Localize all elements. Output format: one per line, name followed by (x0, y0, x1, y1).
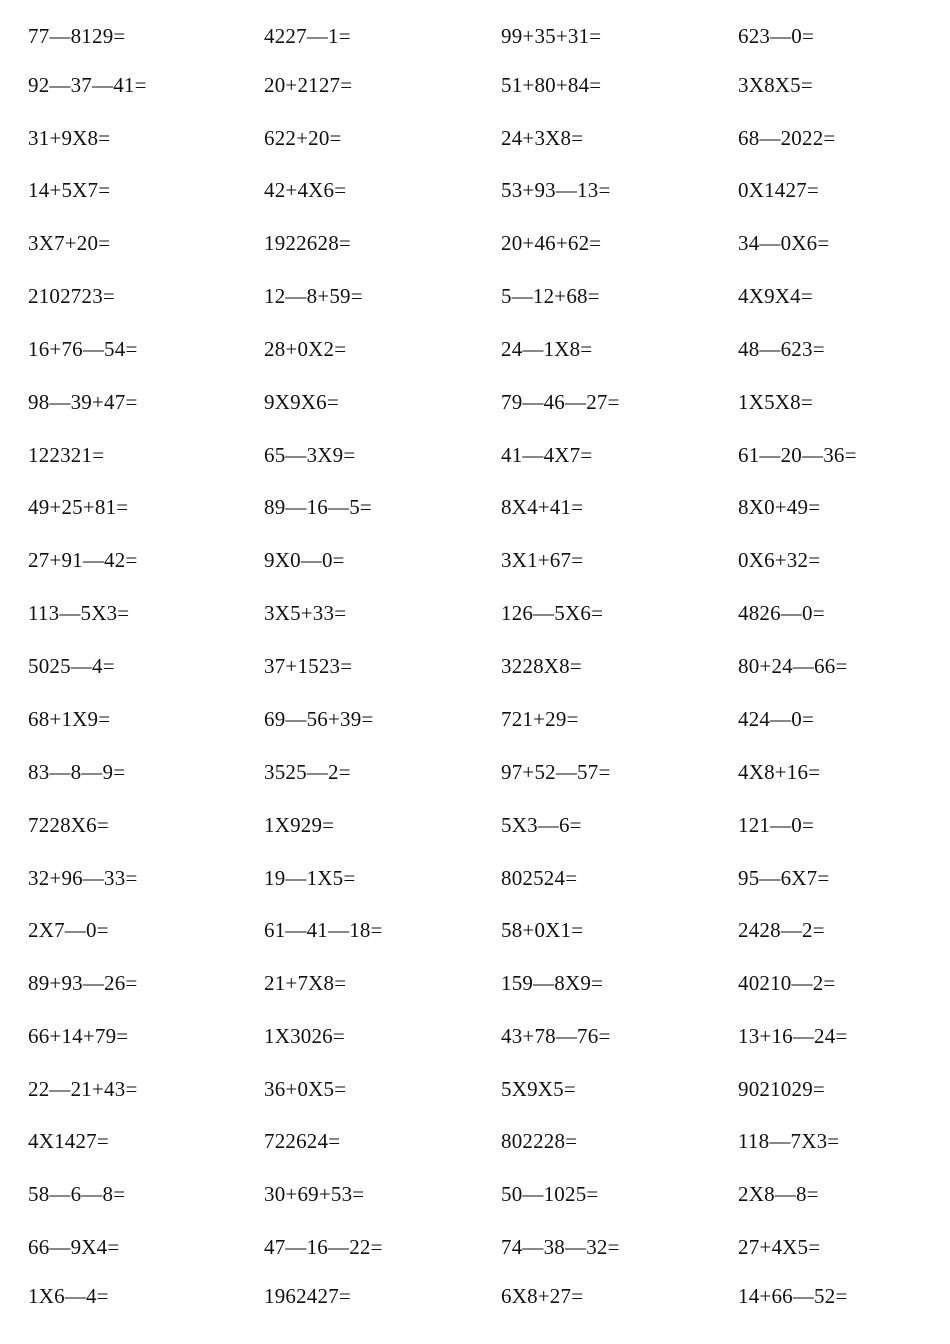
arithmetic-problem: 48—623= (738, 337, 825, 361)
arithmetic-problem: 22—21+43= (28, 1077, 138, 1101)
arithmetic-problem: 41—4X7= (501, 443, 593, 467)
arithmetic-problem: 74—38—32= (501, 1235, 620, 1259)
arithmetic-problem: 7228X6= (28, 813, 109, 837)
arithmetic-problem: 9X9X6= (264, 390, 339, 414)
arithmetic-problem: 3X8X5= (738, 73, 813, 97)
arithmetic-problem: 6X8+27= (501, 1284, 584, 1308)
arithmetic-problem: 12—8+59= (264, 284, 363, 308)
arithmetic-problem: 1962427= (264, 1284, 351, 1308)
arithmetic-problem: 4X9X4= (738, 284, 813, 308)
arithmetic-problem: 3228X8= (501, 654, 582, 678)
arithmetic-problem: 802228= (501, 1129, 578, 1153)
arithmetic-problem: 40210—2= (738, 971, 836, 995)
arithmetic-problem: 42+4X6= (264, 178, 347, 202)
arithmetic-problem: 9X0—0= (264, 548, 345, 572)
arithmetic-problem: 14+5X7= (28, 178, 111, 202)
arithmetic-problem: 99+35+31= (501, 24, 602, 48)
arithmetic-problem: 20+46+62= (501, 231, 602, 255)
arithmetic-problem: 1922628= (264, 231, 351, 255)
arithmetic-problem: 31+9X8= (28, 126, 111, 150)
arithmetic-problem: 65—3X9= (264, 443, 356, 467)
arithmetic-problem: 53+93—13= (501, 178, 611, 202)
arithmetic-problem: 1X6—4= (28, 1284, 109, 1308)
arithmetic-problem: 47—16—22= (264, 1235, 383, 1259)
arithmetic-problem: 32+96—33= (28, 866, 138, 890)
arithmetic-problem: 5X9X5= (501, 1077, 576, 1101)
arithmetic-problem: 2102723= (28, 284, 115, 308)
arithmetic-problem: 37+1523= (264, 654, 353, 678)
arithmetic-problem: 97+52—57= (501, 760, 611, 784)
arithmetic-problem: 2X8—8= (738, 1182, 819, 1206)
arithmetic-problem: 68—2022= (738, 126, 836, 150)
arithmetic-problem: 61—41—18= (264, 918, 383, 942)
arithmetic-problem: 13+16—24= (738, 1024, 848, 1048)
arithmetic-problem: 722624= (264, 1129, 341, 1153)
arithmetic-problem: 21+7X8= (264, 971, 347, 995)
arithmetic-problem: 3525—2= (264, 760, 351, 784)
arithmetic-problem: 3X7+20= (28, 231, 111, 255)
arithmetic-problem: 8X4+41= (501, 495, 584, 519)
arithmetic-problem: 43+78—76= (501, 1024, 611, 1048)
arithmetic-problem: 24—1X8= (501, 337, 593, 361)
arithmetic-problem: 77—8129= (28, 24, 126, 48)
arithmetic-problem: 1X5X8= (738, 390, 813, 414)
arithmetic-problem: 0X1427= (738, 178, 819, 202)
arithmetic-problem: 121—0= (738, 813, 815, 837)
arithmetic-problem: 19—1X5= (264, 866, 356, 890)
arithmetic-problem: 2428—2= (738, 918, 825, 942)
arithmetic-problem: 68+1X9= (28, 707, 111, 731)
arithmetic-problem: 4X8+16= (738, 760, 821, 784)
arithmetic-problem: 80+24—66= (738, 654, 848, 678)
arithmetic-problem: 0X6+32= (738, 548, 821, 572)
arithmetic-problem: 66—9X4= (28, 1235, 120, 1259)
arithmetic-problem: 50—1025= (501, 1182, 599, 1206)
arithmetic-problem: 92—37—41= (28, 73, 147, 97)
arithmetic-problem: 8X0+49= (738, 495, 821, 519)
arithmetic-problem: 5025—4= (28, 654, 115, 678)
arithmetic-problem: 20+2127= (264, 73, 353, 97)
arithmetic-problem: 159—8X9= (501, 971, 604, 995)
arithmetic-problem: 622+20= (264, 126, 342, 150)
arithmetic-problem: 14+66—52= (738, 1284, 848, 1308)
arithmetic-problem: 30+69+53= (264, 1182, 365, 1206)
arithmetic-problem: 79—46—27= (501, 390, 620, 414)
arithmetic-problem: 66+14+79= (28, 1024, 129, 1048)
arithmetic-problem: 27+4X5= (738, 1235, 821, 1259)
arithmetic-problem: 28+0X2= (264, 337, 347, 361)
arithmetic-problem: 95—6X7= (738, 866, 830, 890)
arithmetic-problem: 126—5X6= (501, 601, 604, 625)
arithmetic-problem: 27+91—42= (28, 548, 138, 572)
arithmetic-problem: 118—7X3= (738, 1129, 840, 1153)
arithmetic-problem: 2X7—0= (28, 918, 109, 942)
arithmetic-problem: 98—39+47= (28, 390, 138, 414)
arithmetic-problem: 4X1427= (28, 1129, 109, 1153)
arithmetic-problem: 5X3—6= (501, 813, 582, 837)
arithmetic-problem: 1X929= (264, 813, 335, 837)
arithmetic-problem: 69—56+39= (264, 707, 374, 731)
arithmetic-problem: 16+76—54= (28, 337, 138, 361)
arithmetic-problem: 83—8—9= (28, 760, 126, 784)
arithmetic-problem: 3X1+67= (501, 548, 584, 572)
arithmetic-problem: 113—5X3= (28, 601, 130, 625)
arithmetic-problem: 122321= (28, 443, 105, 467)
arithmetic-problem: 49+25+81= (28, 495, 129, 519)
arithmetic-problem: 24+3X8= (501, 126, 584, 150)
arithmetic-problem: 89+93—26= (28, 971, 138, 995)
arithmetic-problem: 3X5+33= (264, 601, 347, 625)
arithmetic-problem: 9021029= (738, 1077, 825, 1101)
arithmetic-problem: 623—0= (738, 24, 815, 48)
arithmetic-problem: 4227—1= (264, 24, 351, 48)
arithmetic-problem: 61—20—36= (738, 443, 857, 467)
arithmetic-problem: 5—12+68= (501, 284, 600, 308)
arithmetic-problem: 721+29= (501, 707, 579, 731)
arithmetic-problem: 58—6—8= (28, 1182, 126, 1206)
arithmetic-problem: 89—16—5= (264, 495, 372, 519)
arithmetic-problem: 34—0X6= (738, 231, 830, 255)
arithmetic-problem: 1X3026= (264, 1024, 345, 1048)
arithmetic-problem: 802524= (501, 866, 578, 890)
arithmetic-problem: 36+0X5= (264, 1077, 347, 1101)
arithmetic-problem: 51+80+84= (501, 73, 602, 97)
arithmetic-problem: 424—0= (738, 707, 815, 731)
arithmetic-problem: 58+0X1= (501, 918, 584, 942)
arithmetic-problem: 4826—0= (738, 601, 825, 625)
